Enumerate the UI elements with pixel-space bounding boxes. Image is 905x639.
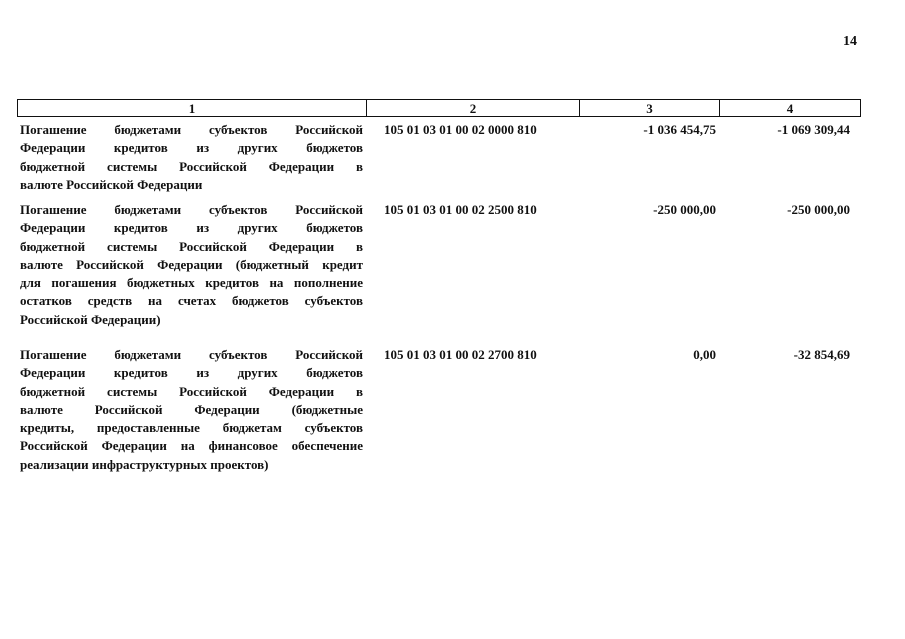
value-col3: -1 036 454,75 — [643, 122, 716, 137]
description-line: бюджетной системы Российской Федерации в — [20, 383, 363, 399]
description-line: Федерации кредитов из других бюджетов — [20, 140, 363, 156]
value-col4: -32 854,69 — [793, 347, 850, 362]
description-line: Погашение бюджетами субъектов Российской — [20, 347, 363, 362]
value-col3: -250 000,00 — [653, 202, 716, 217]
value-col4: -250 000,00 — [787, 202, 850, 217]
description-line: остатков средств на счетах бюджетов субъектов — [20, 293, 363, 309]
value-col4: -1 069 309,44 — [777, 122, 850, 137]
table-header-row — [17, 99, 861, 117]
description-line: Российской Федерации на финансовое обеспечение — [20, 438, 363, 454]
description-line: валюте Российской Федерации (бюджетные — [20, 401, 363, 417]
row-description — [20, 346, 363, 474]
description-line: бюджетной системы Российской Федерации в — [20, 238, 363, 254]
description-line: для погашения бюджетных кредитов на пополнение — [20, 275, 363, 291]
budget-code: 105 01 03 01 00 02 2500 810 — [384, 202, 537, 217]
description-line: кредиты, предоставленные бюджетам субъектов — [20, 420, 363, 436]
budget-code: 105 01 03 01 00 02 0000 810 — [384, 122, 537, 137]
budget-code: 105 01 03 01 00 02 2700 810 — [384, 347, 537, 362]
page-number: 14 — [843, 34, 857, 49]
value-col3: 0,00 — [693, 347, 716, 362]
description-line: валюте Российской Федерации (бюджетный кредит — [20, 256, 363, 272]
description-line: Федерации кредитов из других бюджетов — [20, 365, 363, 381]
column-header-3: 3 — [579, 100, 719, 116]
description-line: валюте Российской Федерации — [20, 176, 203, 192]
description-line: бюджетной системы Российской Федерации в — [20, 158, 363, 174]
column-header-4: 4 — [719, 100, 860, 116]
column-header-1: 1 — [188, 101, 196, 116]
description-line: реализации инфраструктурных проектов) — [20, 456, 269, 472]
row-description — [20, 121, 363, 194]
row-description — [20, 201, 363, 329]
description-line: Российской Федерации) — [20, 311, 161, 327]
description-line: Погашение бюджетами субъектов Российской — [20, 122, 363, 137]
column-header-2: 2 — [366, 100, 579, 116]
description-line: Федерации кредитов из других бюджетов — [20, 220, 363, 236]
description-line: Погашение бюджетами субъектов Российской — [20, 202, 363, 217]
